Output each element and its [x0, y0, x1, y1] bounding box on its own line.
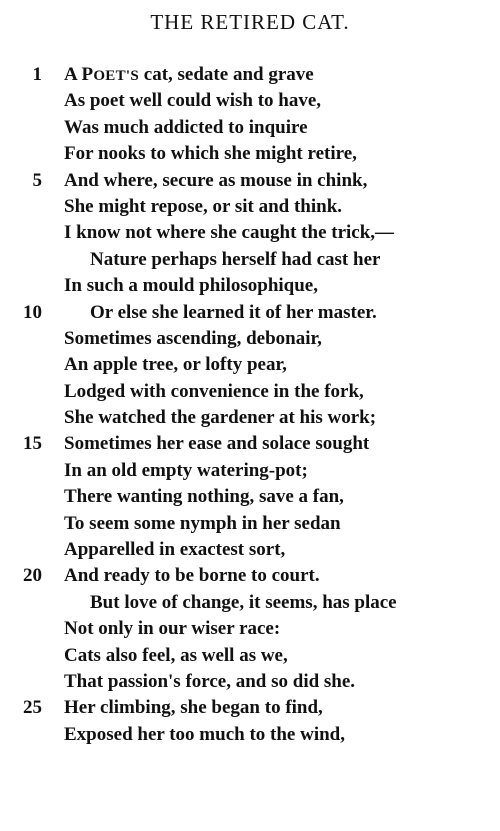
line-text: For nooks to which she might retire, [64, 143, 357, 165]
line-text: In an old empty watering-pot; [64, 459, 308, 481]
poem-line [0, 669, 500, 695]
line-number: 25 [23, 697, 42, 719]
poem-line [0, 115, 500, 141]
poem-line [0, 695, 500, 721]
poem-lines [0, 62, 500, 748]
line-text [64, 62, 314, 89]
poem-title: THE RETIRED CAT. [150, 10, 350, 34]
poem-line [0, 431, 500, 457]
line-number: 15 [23, 433, 42, 455]
poem-line [0, 563, 500, 589]
line-text: She might repose, or sit and think. [64, 195, 343, 217]
poem-line [0, 616, 500, 642]
poem-line [0, 300, 500, 326]
poem-line [0, 194, 500, 220]
poem-line [0, 405, 500, 431]
poem-line [0, 168, 500, 194]
line-text: I know not where she caught the trick,— [64, 222, 395, 244]
line-text: That passion's force, and so did she. [64, 670, 356, 692]
line-text: Sometimes her ease and solace sought [64, 433, 370, 455]
poem-line [0, 88, 500, 114]
poem-line [0, 326, 500, 352]
poem-line [0, 458, 500, 484]
line-number: 1 [32, 64, 42, 85]
poem-line [0, 379, 500, 405]
line-text: Was much addicted to inquire [64, 116, 308, 138]
line-text: And ready to be borne to court. [64, 565, 320, 587]
line-number: 10 [23, 301, 42, 323]
poem-line [0, 220, 500, 246]
line-text: Or else she learned it of her master. [90, 301, 377, 323]
poem-line [0, 247, 500, 273]
poem-line [0, 273, 500, 299]
line-text: There wanting nothing, save a fan, [64, 486, 344, 508]
poem-line [0, 511, 500, 537]
poem-line [0, 537, 500, 563]
poem-line [0, 141, 500, 167]
line-text: And where, secure as mouse in chink, [64, 169, 368, 191]
poem-line [0, 352, 500, 378]
line-text-rest: cat, sedate and grave [139, 64, 314, 85]
line-text: In such a mould philosophique, [64, 275, 318, 297]
line-text: Exposed her too much to the wind, [64, 723, 345, 745]
poem-line [0, 590, 500, 616]
line-number: 5 [32, 169, 42, 191]
poem-line [0, 643, 500, 669]
line-number: 20 [23, 565, 42, 587]
line-text: To seem some nymph in her sedan [64, 512, 341, 534]
poem-line [0, 722, 500, 748]
small-caps-word: POET'S [81, 64, 140, 85]
poem-line [0, 484, 500, 510]
line-text: Her climbing, she began to find, [64, 697, 323, 719]
line-text-prefix: A [64, 64, 82, 85]
line-text: Cats also feel, as well as we, [64, 644, 288, 666]
line-text: Not only in our wiser race: [64, 618, 281, 640]
poem-line [0, 62, 500, 88]
line-text: Lodged with convenience in the fork, [64, 380, 364, 402]
line-text: An apple tree, or lofty pear, [64, 354, 287, 376]
line-text: But love of change, it seems, has place [90, 591, 397, 613]
line-text: Sometimes ascending, debonair, [64, 327, 322, 349]
line-text: Apparelled in exactest sort, [64, 539, 286, 561]
line-text: She watched the gardener at his work; [64, 407, 377, 429]
line-text: Nature perhaps herself had cast her [90, 248, 381, 270]
line-text: As poet well could wish to have, [64, 90, 322, 112]
